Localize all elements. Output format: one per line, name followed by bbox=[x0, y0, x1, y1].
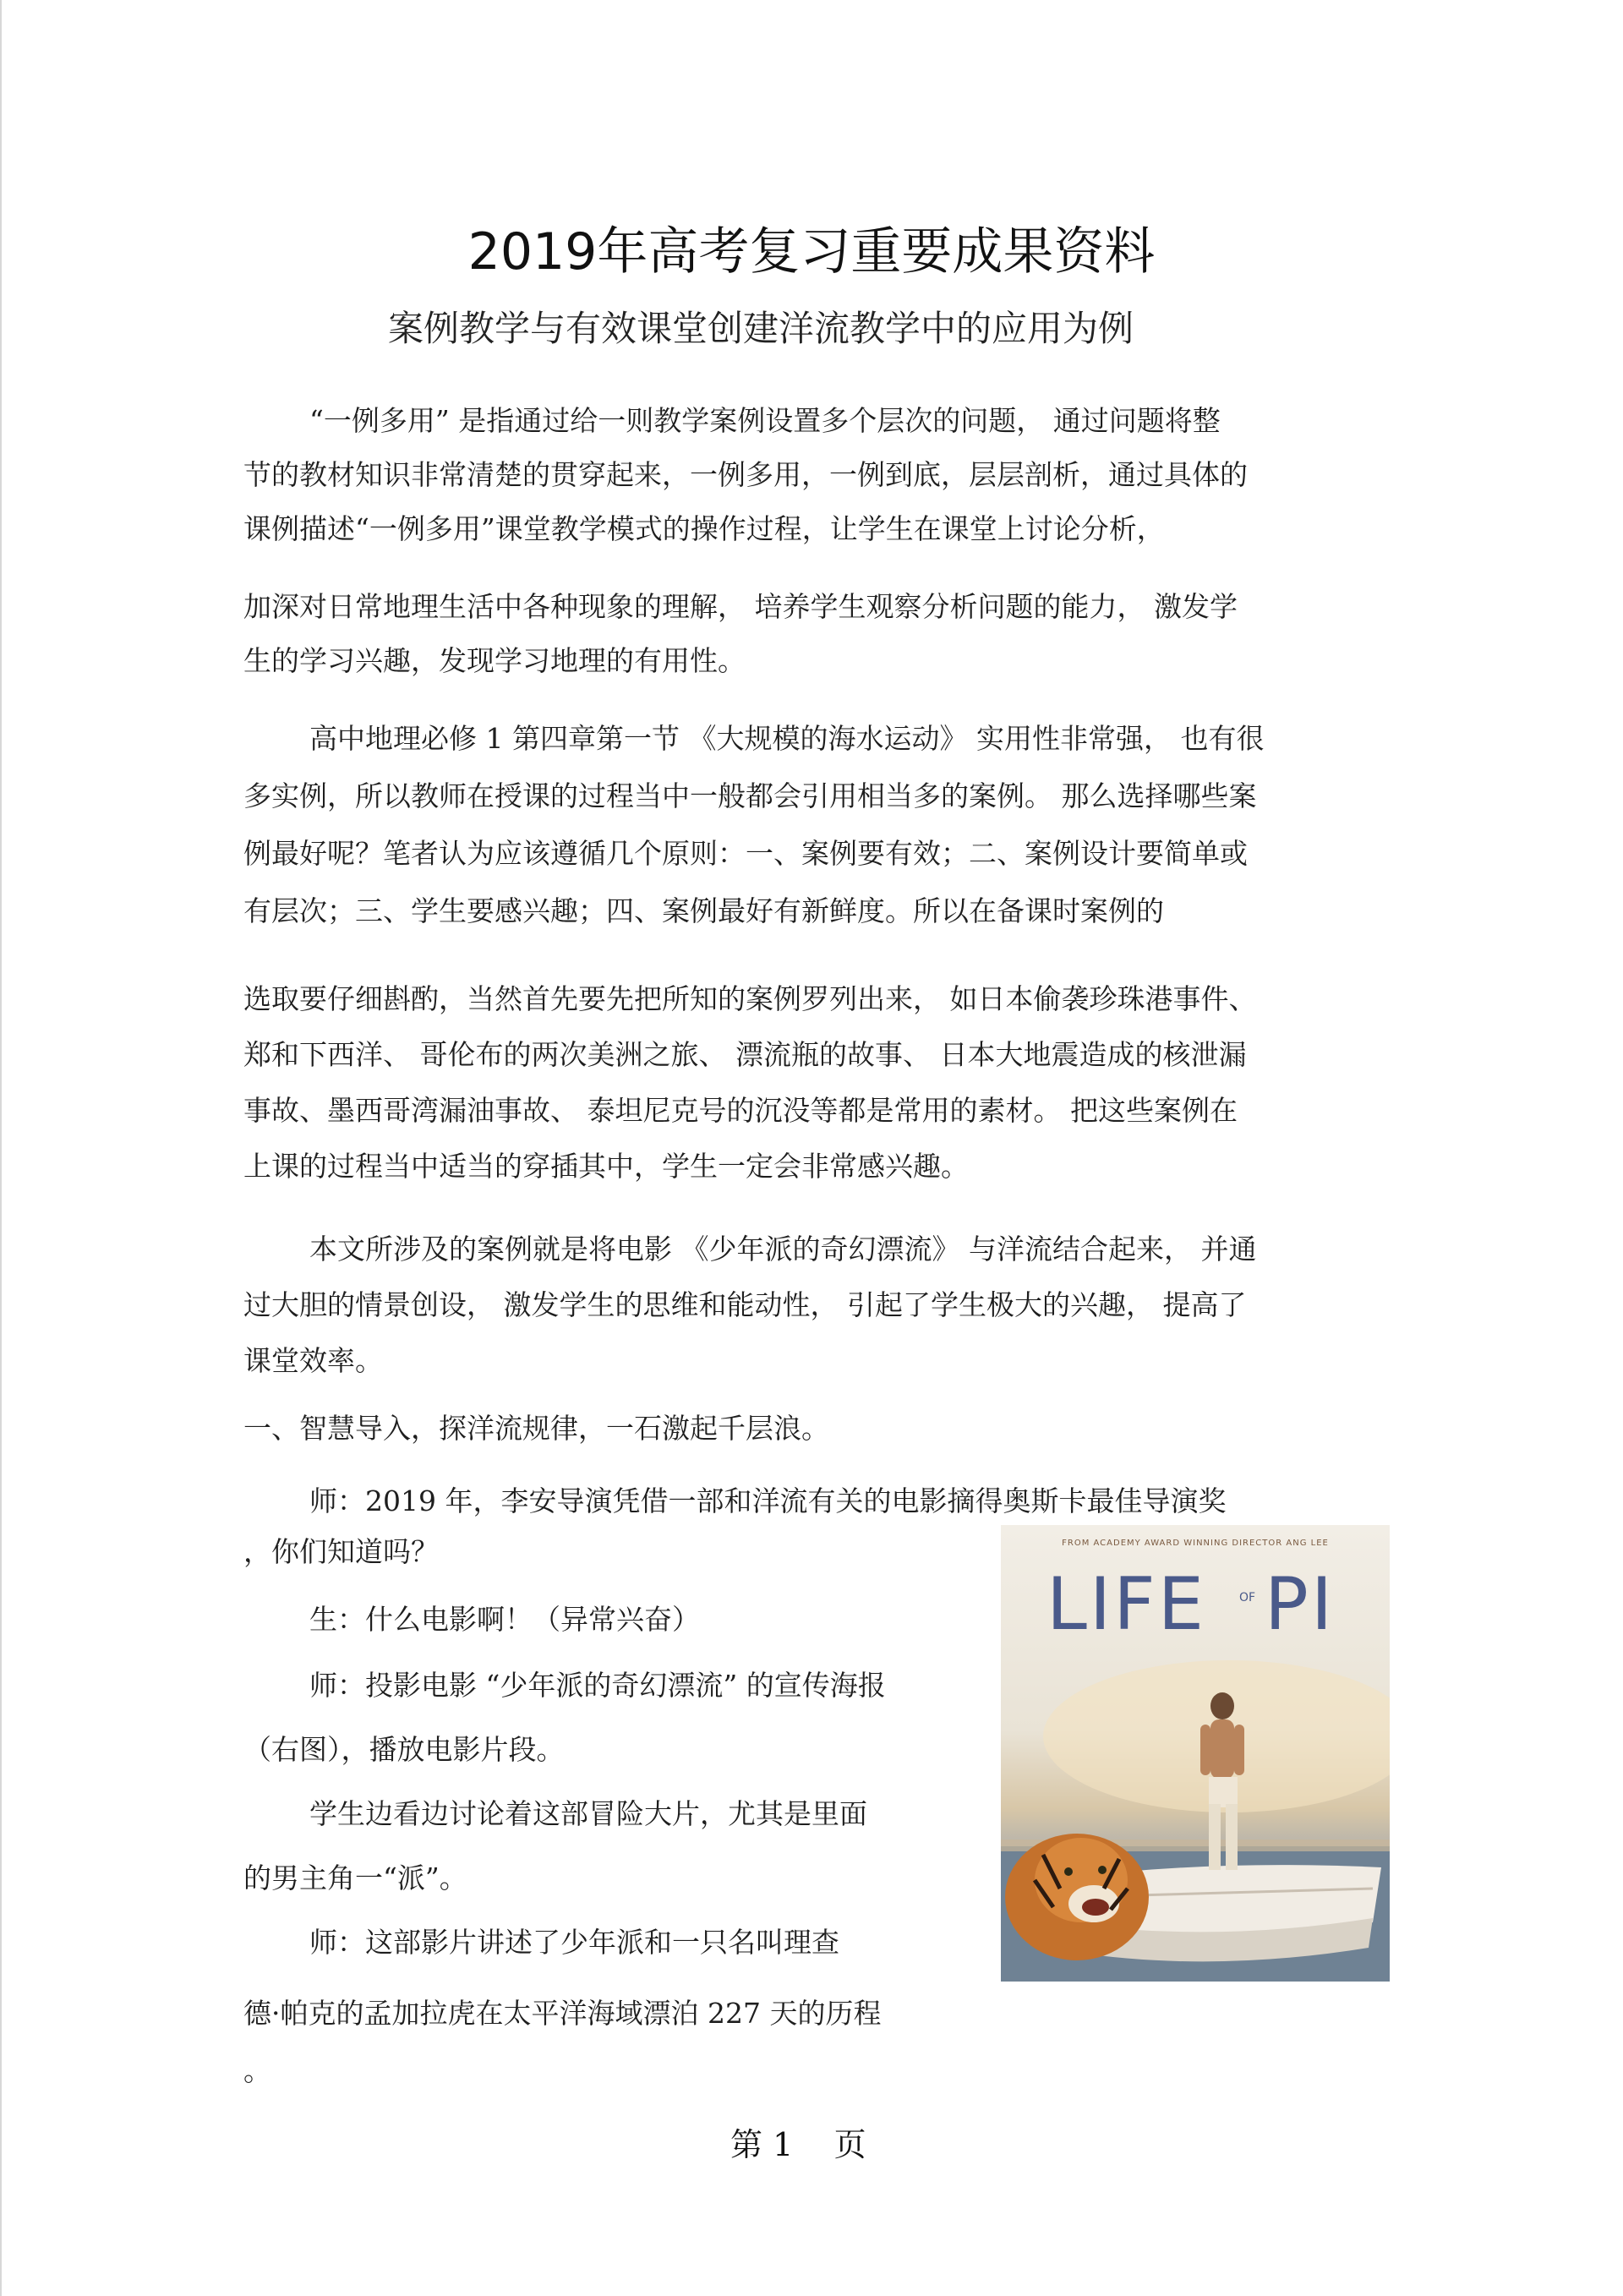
section-heading: 一、智慧导入，探洋流规律，一石激起千层浪。 bbox=[243, 1412, 829, 1445]
poster-title-of: OF bbox=[1239, 1591, 1256, 1604]
paragraph-line: 生的学习兴趣，发现学习地理的有用性。 bbox=[243, 644, 746, 677]
paragraph-line: 。 bbox=[243, 2054, 271, 2087]
paragraph-line: 师：这部影片讲述了少年派和一只名叫理查 bbox=[309, 1926, 839, 1959]
paragraph-line: 选取要仔细斟酌，当然首先要先把所知的案例罗列出来， 如日本偷袭珍珠港事件、 bbox=[243, 982, 1257, 1015]
poster-credit: FROM ACADEMY AWARD WINNING DIRECTOR ANG LEE bbox=[1062, 1539, 1329, 1548]
paragraph-line: 学生边看边讨论着这部冒险大片，尤其是里面 bbox=[309, 1797, 867, 1830]
paragraph-line: 课堂效率。 bbox=[243, 1344, 383, 1377]
poster-illustration bbox=[1001, 1525, 1390, 1982]
page-title: 2019年高考复习重要成果资料 bbox=[467, 222, 1156, 282]
paragraph-line: 师：2019 年，李安导演凭借一部和洋流有关的电影摘得奥斯卡最佳导演奖 bbox=[309, 1484, 1227, 1517]
paragraph-line: 例最好呢？笔者认为应该遵循几个原则：一、案例要有效；二、案例设计要简单或 bbox=[243, 837, 1248, 870]
paragraph-line: 的男主角一“派”。 bbox=[243, 1861, 467, 1894]
paragraph-line: 高中地理必修 1 第四章第一节 《大规模的海水运动》 实用性非常强， 也有很 bbox=[309, 722, 1265, 755]
paragraph-line: 加深对日常地理生活中各种现象的理解， 培养学生观察分析问题的能力， 激发学 bbox=[243, 590, 1238, 623]
poster-title-life: LIFE bbox=[1046, 1562, 1207, 1647]
paragraph-line: 郑和下西洋、 哥伦布的两次美洲之旅、 漂流瓶的故事、 日本大地震造成的核泄漏 bbox=[243, 1038, 1247, 1071]
paragraph-line: 德·帕克的孟加拉虎在太平洋海域漂泊 227 天的历程 bbox=[243, 1997, 882, 2030]
paragraph-line: 课例描述“一例多用”课堂教学模式的操作过程，让学生在课堂上讨论分析， bbox=[243, 512, 1165, 545]
paragraph-line: 节的教材知识非常清楚的贯穿起来，一例多用，一例到底，层层剖析，通过具体的 bbox=[243, 458, 1248, 491]
poster-title-pi: PI bbox=[1265, 1562, 1336, 1647]
page-subtitle: 案例教学与有效课堂创建洋流教学中的应用为例 bbox=[387, 308, 1134, 349]
paragraph-line: 有层次；三、学生要感兴趣；四、案例最好有新鲜度。所以在备课时案例的 bbox=[243, 894, 1164, 927]
paragraph-line: “一例多用” 是指通过给一则教学案例设置多个层次的问题， 通过问题将整 bbox=[309, 404, 1221, 437]
paragraph-line: 事故、墨西哥湾漏油事故、 泰坦尼克号的沉没等都是常用的素材。 把这些案例在 bbox=[243, 1094, 1238, 1127]
paragraph-line: ，你们知道吗？ bbox=[243, 1535, 439, 1568]
paragraph-line: 本文所涉及的案例就是将电影 《少年派的奇幻漂流》 与洋流结合起来， 并通 bbox=[309, 1233, 1257, 1266]
paragraph-line: 上课的过程当中适当的穿插其中，学生一定会非常感兴趣。 bbox=[243, 1150, 969, 1183]
movie-poster-image bbox=[1001, 1525, 1390, 1982]
paragraph-line: 过大胆的情景创设， 激发学生的思维和能动性， 引起了学生极大的兴趣， 提高了 bbox=[243, 1288, 1247, 1321]
page-number: 第 1 页 bbox=[730, 2126, 866, 2163]
paragraph-line: （右图），播放电影片段。 bbox=[243, 1733, 565, 1766]
paragraph-line: 多实例，所以教师在授课的过程当中一般都会引用相当多的案例。 那么选择哪些案 bbox=[243, 779, 1257, 812]
paragraph-line: 生：什么电影啊！（异常兴奋） bbox=[309, 1603, 700, 1636]
paragraph-line: 师：投影电影 “少年派的奇幻漂流” 的宣传海报 bbox=[309, 1669, 886, 1702]
